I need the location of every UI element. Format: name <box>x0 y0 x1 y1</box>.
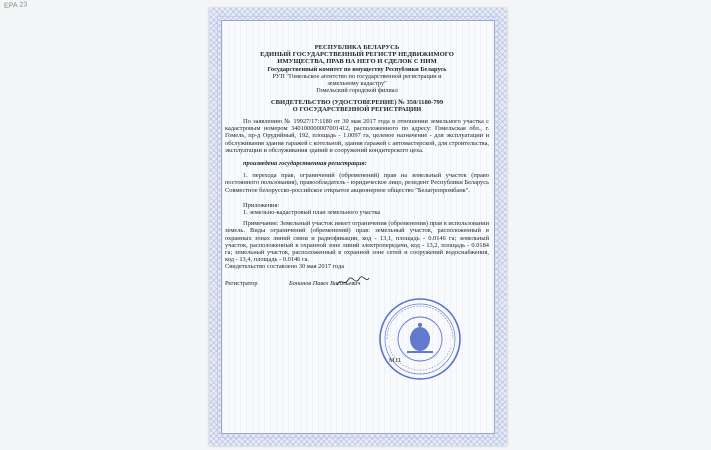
registration-paragraph: 1. перехода прав, ограничений (обременений) прав на земельный участок (право постоянного пользования), правообладатель - юридическое лицо, резидент Республики Беларусь Совместное белорусско-российское открытое акционерное общество "Белагропромбанк". <box>225 172 489 194</box>
agency-line-2: земельному кадастру" <box>327 79 387 87</box>
attachments-label: Приложения: <box>243 201 280 209</box>
header-republic: РЕСПУБЛИКА БЕЛАРУСЬ <box>314 44 400 51</box>
header-register-1: ЕДИНЫЙ ГОСУДАРСТВЕННЫЙ РЕГИСТР НЕДВИЖИМОГО <box>260 51 454 59</box>
stamp-mark: М.П. <box>389 358 402 364</box>
registration-section-title: произведена государственная регистрация: <box>243 160 367 168</box>
certificate-text <box>225 44 489 290</box>
registrar-row <box>225 280 489 290</box>
registrar-name: Бонинов Павел Васильевич <box>289 279 361 287</box>
header-register-2: ИМУЩЕСТВА, ПРАВ НА НЕГО И СДЕЛОК С НИМ <box>277 58 437 66</box>
official-seal-stamp <box>377 296 463 382</box>
compiled-date-line: Свидетельство составлено 30 мая 2017 года <box>225 263 345 271</box>
certificate-subtitle: О ГОСУДАРСТВЕННОЙ РЕГИСТРАЦИИ <box>292 105 422 113</box>
application-paragraph: По заявлению № 19927/17:1180 от 30 мая 2017 года в отношении земельного участка с кадастровым номером 340100000007001412, расположенного по адресу: Гомельская обл., г. Гомель, пр-д Оруднйный, 192, площадь - 1.0097 га, целевое назначение - для эксплуатации и обслуживания здания гаражей с котельной, здания гаражей с автомастерской, для строительства, эксплуатации и обслуживания зданий и сооружений кондитерского цеха. <box>225 118 490 154</box>
attachment-item: 1. земельно-кадастровый план земельного участка <box>243 209 381 217</box>
certificate-sheet <box>209 8 507 446</box>
header-committee: Государственный комитет по имуществу Республики Беларусь <box>267 65 447 73</box>
signature-scribble <box>335 275 371 289</box>
certificate-title: СВИДЕТЕЛЬСТВО (УДОСТОВЕРЕНИЕ) № 350/1180-799 <box>270 98 444 106</box>
corner-handwritten-note: ЕРА 23 <box>3 1 28 10</box>
registrar-label: Регистратор <box>225 279 258 287</box>
agency-line-1: РУП "Гомельское агентство по государственной регистрации и <box>272 72 442 80</box>
note-paragraph: Примечание: Земельный участок имеет ограничения (обременения) прав в использовании земель. Виды ограничений (обременений) прав: земельный участок, расположенный в охранных зонах линий связи и радиофикации, код - 13,1, площадь - 0.0146 га; земельный участок, расположенный в охранной зоне линий электропередачи, код - 13,2, площадь - 0.0184 га; земельный участок, расположенный в охранной зоне сетей и сооружений водоснабжения, код - 13,4, площадь - 0.0146 га. <box>225 220 489 264</box>
agency-line-3: Гомельский городской филиал <box>316 86 398 94</box>
